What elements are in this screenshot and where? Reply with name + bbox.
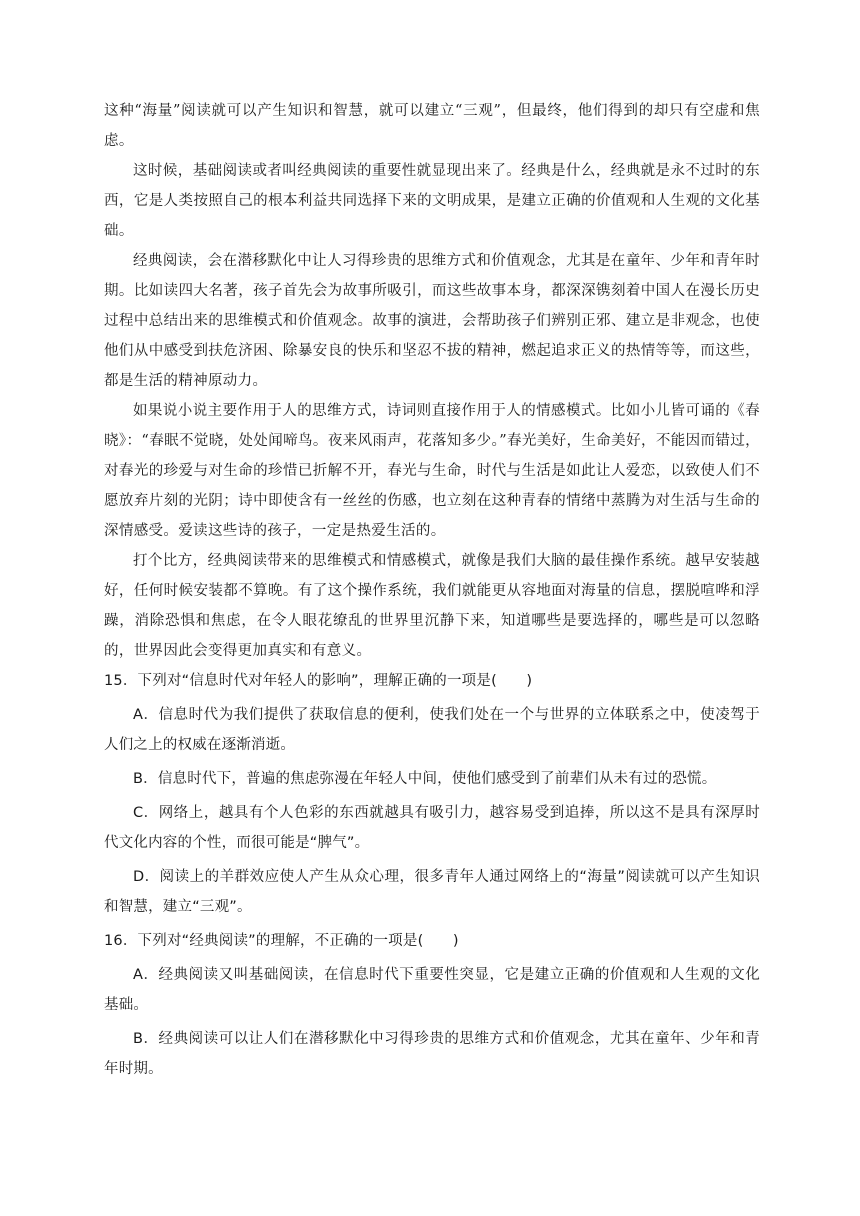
question-15-option-b: B．信息时代下，普遍的焦虑弥漫在年轻人中间，使他们感受到了前辈们从未有过的恐慌。 [133,771,717,787]
question-16 [104,926,760,1084]
question-16-stem: 16．下列对“经典阅读”的理解，不正确的一项是( ) [104,933,459,949]
question-16-option-b: B．经典阅读可以让人们在潜移默化中习得珍贵的思维方式和价值观念，尤其在童年、少年和青年时期。 [104,1031,760,1077]
passage-paragraph-1: 这种“海量”阅读就可以产生知识和智慧，就可以建立“三观”，但最终，他们得到的却只有空虚和焦虑。 [104,103,760,149]
question-15-option-a: A．信息时代为我们提供了获取信息的便利，使我们处在一个与世界的立体联系之中，使凌驾于人们之上的权威在逐渐消逝。 [104,707,760,753]
question-15-option-d: D．阅读上的羊群效应使人产生从众心理，很多青年人通过网络上的“海量”阅读就可以产生知识和智慧，建立“三观”。 [104,869,760,915]
document-page [104,96,760,1088]
question-15 [104,666,760,922]
passage-paragraph-2: 这时候，基础阅读或者叫经典阅读的重要性就显现出来了。经典是什么，经典就是永不过时的东西，它是人类按照自己的根本利益共同选择下来的文明成果，是建立正确的价值观和人生观的文化基础。 [104,163,760,239]
question-16-option-a: A．经典阅读又叫基础阅读，在信息时代下重要性突显，它是建立正确的价值观和人生观的文化基础。 [104,967,760,1013]
question-15-stem: 15．下列对“信息时代对年轻人的影响”，理解正确的一项是( ) [104,673,533,689]
passage-paragraph-5: 打个比方，经典阅读带来的思维模式和情感模式，就像是我们大脑的最佳操作系统。越早安装越好，任何时候安装都不算晚。有了这个操作系统，我们就能更从容地面对海量的信息，摆脱喧哗和浮躁，消除恐惧和焦虑，在令人眼花缭乱的世界里沉静下来，知道哪些是要选择的，哪些是可以忽略的，世界因此会变得更加真实和有意义。 [104,553,760,659]
passage-paragraph-3: 经典阅读，会在潜移默化中让人习得珍贵的思维方式和价值观念，尤其是在童年、少年和青年时期。比如读四大名著，孩子首先会为故事所吸引，而这些故事本身，都深深镌刻着中国人在漫长历史过程中总结出来的思维模式和价值观念。故事的演进，会帮助孩子们辨别正邪、建立是非观念，也使他们从中感受到扶危济困、除暴安良的快乐和坚忍不拔的精神，燃起追求正义的热情等等，而这些，都是生活的精神原动力。 [104,253,760,389]
question-15-option-c: C．网络上，越具有个人色彩的东西就越具有吸引力，越容易受到追捧，所以这不是具有深厚时代文化内容的个性，而很可能是“脾气”。 [104,805,760,851]
passage-paragraph-4: 如果说小说主要作用于人的思维方式，诗词则直接作用于人的情感模式。比如小儿皆可诵的《春晓》：“春眠不觉晓，处处闻啼鸟。夜来风雨声，花落知多少。”春光美好，生命美好，不能因而错过，对春光的珍爱与对生命的珍惜已折解不开，春光与生命，时代与生活是如此让人爱恋，以致使人们不愿放弃片刻的光阴；诗中即使含有一丝丝的伤感，也立刻在这种青春的情绪中蒸腾为对生活与生命的深情感受。爱读这些诗的孩子，一定是热爱生活的。 [104,403,760,539]
